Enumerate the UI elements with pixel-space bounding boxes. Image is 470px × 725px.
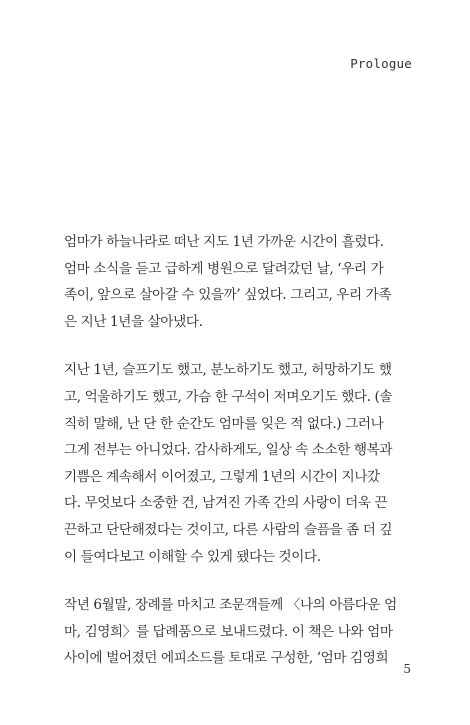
text-line: 그게 전부는 아니었다. 감사하게도, 일상 속 소소한 행복과 (64, 442, 393, 459)
running-header: Prologue (350, 56, 412, 71)
text-line: 족이, 앞으로 살아갈 수 있을까’ 싶었다. 그리고, 우리 가족 (64, 287, 392, 304)
paragraph-2 (64, 357, 414, 570)
text-line: 마, 김영희〉를 답례품으로 보내드렸다. 이 책은 나와 엄마 (64, 623, 393, 640)
text-line: 다. 무엇보다 소중한 건, 남겨진 가족 간의 사랑이 더욱 끈 (64, 495, 388, 512)
text-line: 사이에 벌어졌던 에피소드를 토대로 구성한, ‘엄마 김영희 (64, 650, 389, 667)
text-line: 고, 억울하기도 했고, 가슴 한 구석이 저며오기도 했다. (솔 (64, 388, 393, 405)
paragraph-3 (64, 592, 414, 672)
body-text (64, 229, 414, 694)
page-number: 5 (403, 662, 411, 676)
text-line: 직히 말해, 난 단 한 순간도 엄마를 잊은 적 없다.) 그러나 (64, 415, 384, 432)
text-line: 이 들여다보고 이해할 수 있게 됐다는 것이다. (64, 548, 321, 565)
paragraph-1 (64, 229, 414, 335)
text-line: 은 지난 1년을 살아냈다. (64, 313, 203, 330)
text-line: 엄마 소식을 듣고 급하게 병원으로 달려갔던 날, ‘우리 가 (64, 260, 384, 277)
text-line: 끈하고 단단해졌다는 것이고, 다른 사람의 슬픔을 좀 더 깊 (64, 521, 393, 538)
text-line: 엄마가 하늘나라로 떠난 지도 1년 가까운 시간이 흘렀다. (64, 234, 384, 250)
text-line: 작년 6월말, 장례를 마치고 조문객들께 〈나의 아름다운 엄 (64, 597, 397, 614)
text-line: 기쁨은 계속해서 이어졌고, 그렇게 1년의 시간이 지나갔 (64, 468, 380, 485)
text-line: 지난 1년, 슬프기도 했고, 분노하기도 했고, 허망하기도 했 (64, 362, 392, 379)
